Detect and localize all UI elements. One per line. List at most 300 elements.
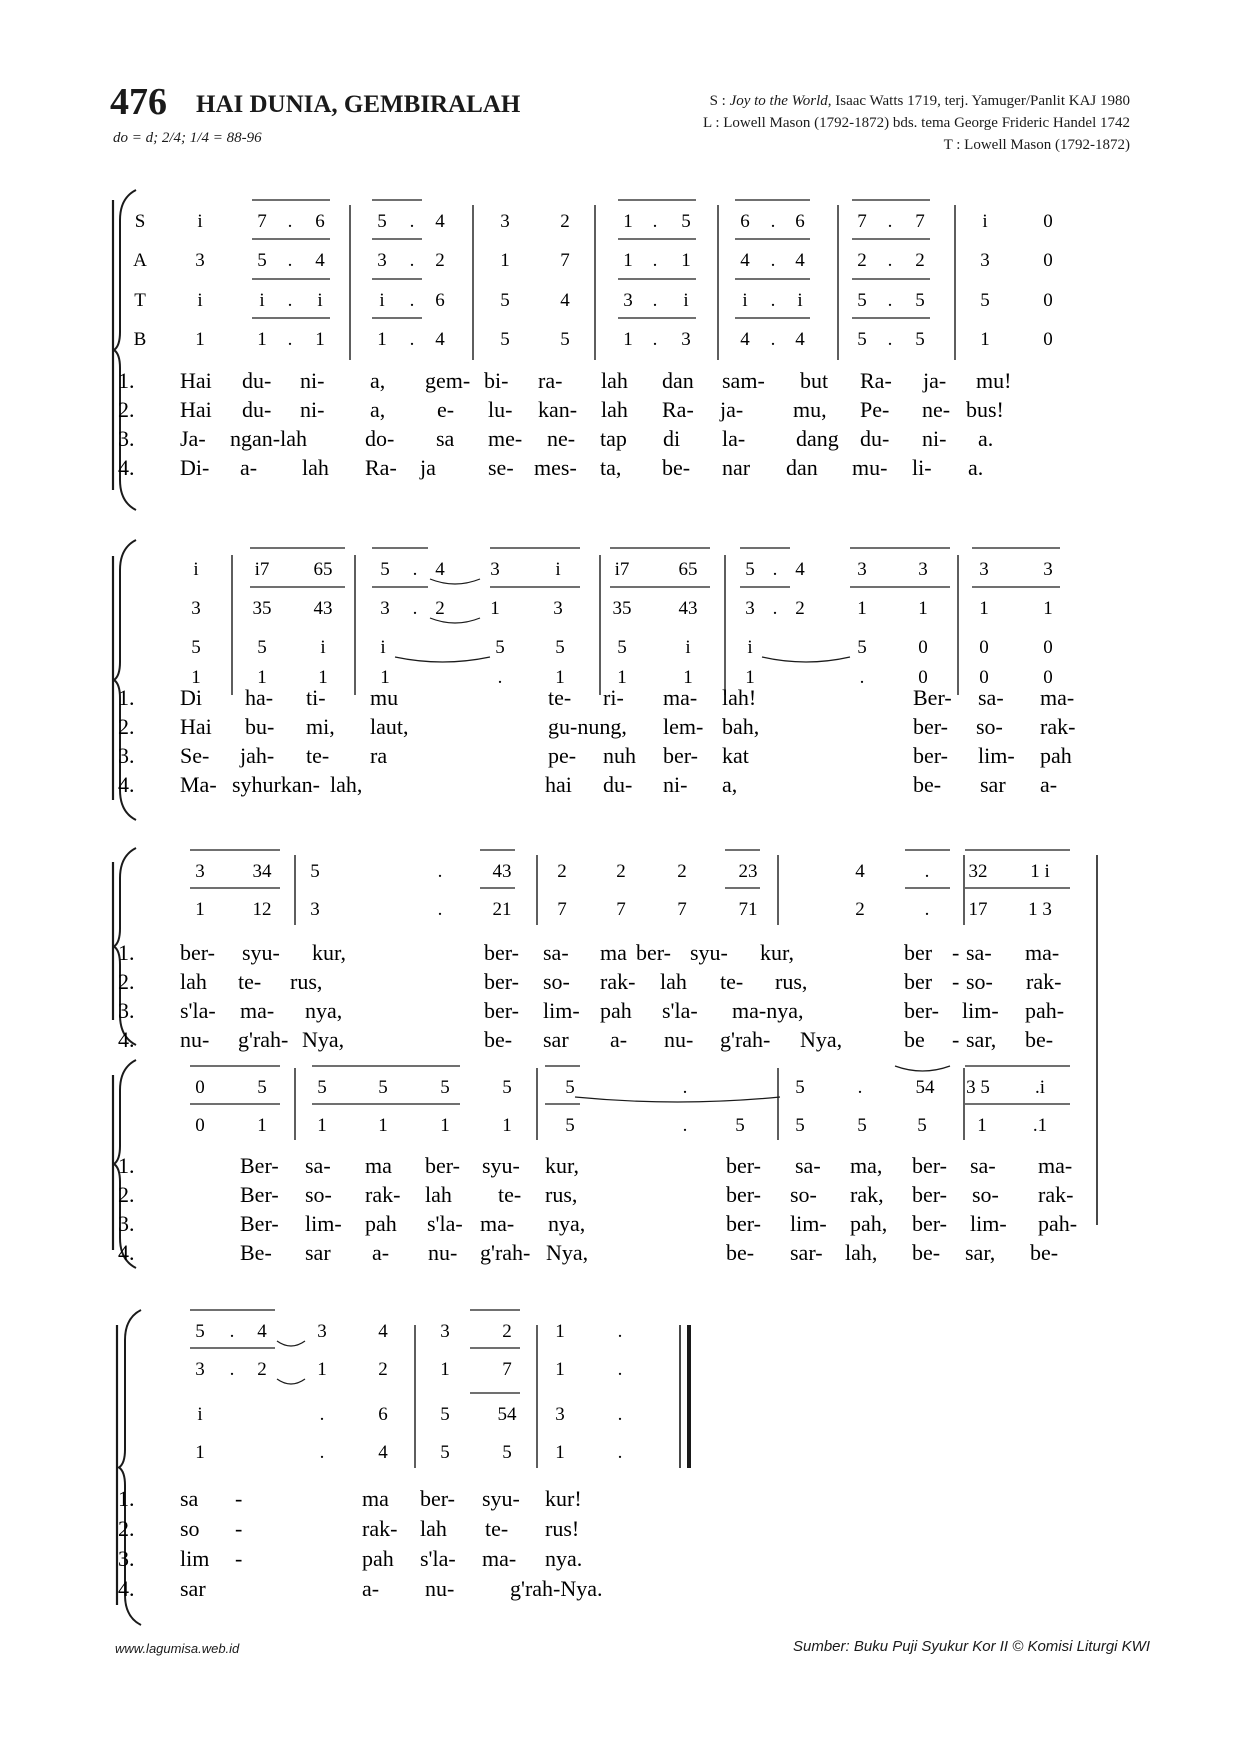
lyric-syllable: Ra- — [365, 455, 397, 480]
lyric-syllable: lah — [660, 969, 687, 994]
note: . — [887, 290, 893, 311]
lyric-syllable: bi- — [484, 368, 509, 393]
note: 3 — [310, 899, 320, 920]
note: i7 — [254, 559, 270, 580]
lyric-syllable: be- — [1025, 1027, 1054, 1052]
note: i — [797, 290, 803, 311]
lyric-syllable: li- — [912, 455, 932, 480]
note: . — [652, 290, 658, 311]
lyric-syllable: ne- — [922, 397, 951, 422]
lyric-syllable: g'rah- — [480, 1240, 531, 1265]
lyric-syllable: rus, — [545, 1182, 578, 1207]
lyric-syllable: ber — [904, 969, 933, 994]
lyric-syllable: a, — [370, 368, 386, 393]
lyric-syllable: be- — [912, 1240, 941, 1265]
note: 1 — [257, 1115, 267, 1136]
lyric-syllable: ja- — [720, 397, 744, 422]
note: i7 — [614, 559, 630, 580]
lyric-syllable: syu- — [690, 940, 728, 965]
note: . — [409, 250, 415, 271]
lyric-syllable: ber- — [663, 743, 698, 768]
note: 7 — [560, 250, 570, 271]
credit-harmony: T : Lowell Mason (1792-1872) — [943, 137, 1130, 153]
lyric-syllable: ber- — [726, 1211, 761, 1236]
verse-number: 3. — [118, 1546, 135, 1571]
lyric-syllable: sa- — [970, 1153, 996, 1178]
note: 3 — [980, 250, 990, 271]
note: 5 — [915, 329, 925, 350]
note: i — [683, 290, 689, 311]
lyric-syllable: mu — [370, 685, 399, 710]
lyric-syllable: nu- — [664, 1027, 694, 1052]
lyric-syllable: nuh — [603, 743, 636, 768]
lyric-syllable: la- — [722, 426, 746, 451]
note: 1 — [617, 667, 627, 688]
note: . — [229, 1321, 235, 1342]
lyric-syllable: ne- — [547, 426, 576, 451]
note: .i — [1034, 1077, 1046, 1098]
note: 5 — [495, 637, 505, 658]
note: 5 — [502, 1442, 512, 1463]
lyric-syllable: du- — [242, 368, 272, 393]
note: 2 — [677, 861, 687, 882]
note: 23 — [738, 861, 758, 882]
note: 6 — [378, 1404, 388, 1425]
lyric-syllable: ra- — [538, 368, 563, 393]
lyric-syllable: te- — [238, 969, 262, 994]
voice-label: B — [133, 329, 147, 350]
note: 5 — [617, 637, 627, 658]
lyric-syllable: sa- — [543, 940, 569, 965]
note: 3 — [440, 1321, 450, 1342]
note: 5 — [681, 211, 691, 232]
note: 5 — [440, 1404, 450, 1425]
footer-website[interactable]: www.lagumisa.web.id — [115, 1641, 240, 1656]
note: 1 — [191, 667, 201, 688]
lyric-syllable: pah — [365, 1211, 397, 1236]
note: i — [379, 290, 385, 311]
lyric-syllable: me- — [488, 426, 523, 451]
note: i — [197, 1404, 203, 1425]
note: 5 — [500, 329, 510, 350]
note: 0 — [1043, 290, 1053, 311]
lyric-syllable: lim — [180, 1546, 210, 1571]
lyric-syllable: syu- — [242, 940, 280, 965]
credit-text-prefix: S : — [709, 93, 730, 109]
lyric-syllable: so- — [972, 1182, 999, 1207]
note: 3 — [553, 598, 563, 619]
note: 1 — [623, 250, 633, 271]
lyric-syllable: Ber- — [240, 1211, 279, 1236]
lyric-syllable: dan — [786, 455, 818, 480]
lyric-syllable: Ber- — [240, 1153, 279, 1178]
lyric-syllable: but — [800, 368, 829, 393]
lyric-syllable: sar — [305, 1240, 331, 1265]
verse-number: 4. — [118, 1027, 135, 1052]
lyric-syllable: a- — [1040, 772, 1058, 797]
note: . — [924, 899, 930, 920]
note: 1 — [979, 598, 989, 619]
verse-number: 3. — [118, 426, 135, 451]
lyric-syllable: ber- — [912, 1182, 947, 1207]
note: 2 — [435, 598, 445, 619]
lyric-syllable: gu-nung, — [548, 714, 627, 739]
lyric-syllable: so- — [305, 1182, 332, 1207]
note: 1 — [440, 1115, 450, 1136]
lyric-syllable: Nya, — [800, 1027, 843, 1052]
note: 3 — [195, 250, 205, 271]
note: . — [437, 861, 443, 882]
verse-number: 2. — [118, 969, 135, 994]
note: . — [682, 1077, 688, 1098]
lyric-syllable: Pe- — [860, 397, 890, 422]
lyric-syllable: ja- — [923, 368, 947, 393]
note: . — [617, 1404, 623, 1425]
lyric-syllable: Ber- — [913, 685, 952, 710]
note: 1 — [490, 598, 500, 619]
lyric-syllable: ti- — [306, 685, 326, 710]
note: . — [287, 329, 293, 350]
note: 0 — [1043, 250, 1053, 271]
voice-label: S — [134, 211, 146, 232]
lyric-syllable: te- — [498, 1182, 522, 1207]
lyric-syllable: mi, — [306, 714, 335, 739]
note: i — [685, 637, 691, 658]
lyric-syllable: lah — [425, 1182, 452, 1207]
note: 0 — [195, 1077, 205, 1098]
lyric-syllable: lem- — [663, 714, 704, 739]
note: . — [770, 250, 776, 271]
lyric-syllable: a- — [240, 455, 258, 480]
tie-slur — [395, 657, 490, 662]
lyric-syllable: Hai — [180, 368, 212, 393]
verse-number: 2. — [118, 397, 135, 422]
note: 1 — [745, 667, 755, 688]
lyric-syllable: ma-nya, — [732, 998, 804, 1023]
note: . — [887, 250, 893, 271]
note: 0 — [918, 637, 928, 658]
note: 1 — [195, 329, 205, 350]
note: . — [319, 1442, 325, 1463]
lyric-syllable: a- — [362, 1576, 380, 1601]
note: 1 — [380, 667, 390, 688]
lyric-syllable: hai — [545, 772, 572, 797]
lyric-syllable: Nya, — [302, 1027, 345, 1052]
voice-label: T — [134, 290, 146, 311]
note: 0 — [195, 1115, 205, 1136]
lyric-syllable: Hai — [180, 714, 212, 739]
note: 5 — [195, 1321, 205, 1342]
lyric-syllable: s'la- — [427, 1211, 463, 1236]
note: i — [982, 211, 988, 232]
lyric-syllable: a. — [968, 455, 984, 480]
lyric-syllable: ni- — [663, 772, 688, 797]
lyric-syllable: sar — [543, 1027, 569, 1052]
lyric-syllable: Be- — [240, 1240, 272, 1265]
lyric-syllable: be- — [662, 455, 691, 480]
lyric-syllable: rak- — [362, 1516, 398, 1541]
note: 5 — [857, 329, 867, 350]
lyric-syllable: ri- — [603, 685, 624, 710]
lyric-syllable: lim- — [543, 998, 580, 1023]
lyric-syllable: a- — [610, 1027, 628, 1052]
note: 65 — [313, 559, 333, 580]
note: 1 — [318, 667, 328, 688]
note: 34 — [252, 861, 272, 882]
note: . — [409, 290, 415, 311]
note: 2 — [855, 899, 865, 920]
note: 1 — [857, 598, 867, 619]
lyric-syllable: a. — [978, 426, 994, 451]
note: 3 — [745, 598, 755, 619]
note: 2 — [560, 211, 570, 232]
note: 1 — [555, 1442, 565, 1463]
lyric-syllable: dan — [662, 368, 694, 393]
note: 5 — [565, 1115, 575, 1136]
lyric-syllable: mu! — [976, 368, 1012, 393]
note: 2 — [557, 861, 567, 882]
lyric-syllable: kur, — [760, 940, 794, 965]
note: 0 — [1043, 211, 1053, 232]
note: 1 — [378, 1115, 388, 1136]
lyric-syllable: du- — [242, 397, 272, 422]
lyric-syllable: kur, — [312, 940, 346, 965]
note: 5 — [500, 290, 510, 311]
lyric-syllable: be- — [484, 1027, 513, 1052]
lyric-syllable: pah — [362, 1546, 394, 1571]
note: 54 — [497, 1404, 517, 1425]
credit-melody: L : Lowell Mason (1792-1872) bds. tema George Frideric Handel 1742 — [703, 115, 1130, 131]
note: 5 — [795, 1115, 805, 1136]
verse-number: 4. — [118, 1240, 135, 1265]
lyric-syllable: ni- — [922, 426, 947, 451]
lyric-syllable: mu, — [793, 397, 827, 422]
lyric-syllable: ber- — [484, 969, 519, 994]
lyric-syllable: ber- — [425, 1153, 460, 1178]
note: 2 — [857, 250, 867, 271]
note: i — [555, 559, 561, 580]
note: . — [287, 250, 293, 271]
lyric-syllable: be- — [913, 772, 942, 797]
lyric-syllable: lah, — [845, 1240, 878, 1265]
note: 4 — [855, 861, 865, 882]
note: 0 — [979, 667, 989, 688]
note: 1 i — [1030, 861, 1050, 882]
note: 5 — [257, 1077, 267, 1098]
lyric-syllable: sar, — [965, 1240, 996, 1265]
note: 4 — [740, 329, 750, 350]
lyric-syllable: lah — [302, 455, 329, 480]
note: 0 — [1043, 667, 1053, 688]
verse-number: 1. — [118, 368, 135, 393]
lyric-syllable: du- — [860, 426, 890, 451]
note: . — [287, 211, 293, 232]
lyric-syllable: se- — [488, 455, 514, 480]
lyric-syllable: te- — [548, 685, 572, 710]
lyric-syllable: kur, — [545, 1153, 579, 1178]
lyric-syllable: rak- — [1040, 714, 1076, 739]
lyric-syllable: lah! — [722, 685, 757, 710]
note: i — [320, 637, 326, 658]
note: . — [497, 667, 503, 688]
lyric-syllable: kat — [722, 743, 749, 768]
verse-number: 4. — [118, 1576, 135, 1601]
lyric-syllable: ma- — [482, 1546, 517, 1571]
lyric-syllable: Nya, — [546, 1240, 589, 1265]
note: 43 — [492, 861, 512, 882]
lyric-syllable: sa — [436, 426, 455, 451]
note: 1 — [257, 329, 267, 350]
note: 1 — [377, 329, 387, 350]
note: . — [229, 1359, 235, 1380]
note: 1 — [195, 1442, 205, 1463]
lyric-syllable: so- — [790, 1182, 817, 1207]
note: 5 — [310, 861, 320, 882]
lyric-syllable: ma, — [850, 1153, 883, 1178]
note: . — [287, 290, 293, 311]
lyric-syllable: ma — [600, 940, 627, 965]
lyric-syllable: e- — [437, 397, 455, 422]
lyric-syllable: pah, — [850, 1211, 888, 1236]
note: 2 — [435, 250, 445, 271]
lyric-syllable: rus! — [545, 1516, 580, 1541]
note: 5 — [565, 1077, 575, 1098]
lyric-syllable: bus! — [966, 397, 1004, 422]
verse-number: 2. — [118, 1182, 135, 1207]
lyric-syllable: rak- — [1038, 1182, 1074, 1207]
note: 4 — [435, 329, 445, 350]
note: 1 — [683, 667, 693, 688]
tie-slur — [277, 1341, 305, 1346]
lyric-syllable: ma- — [240, 998, 275, 1023]
lyric-syllable: dang — [796, 426, 839, 451]
lyric-syllable: so- — [543, 969, 570, 994]
note: 4 — [257, 1321, 267, 1342]
lyric-syllable: Di- — [180, 455, 210, 480]
note: 3 — [191, 598, 201, 619]
note: 5 — [857, 637, 867, 658]
lyric-syllable: ber- — [913, 743, 948, 768]
lyric-syllable: sa — [180, 1486, 199, 1511]
note: . — [319, 1404, 325, 1425]
note: . — [887, 211, 893, 232]
lyric-syllable: g'rah-Nya. — [510, 1576, 603, 1601]
note: i — [380, 637, 386, 658]
note: 1 — [317, 1115, 327, 1136]
tie-slur — [895, 1066, 950, 1071]
lyric-syllable: sam- — [722, 368, 765, 393]
lyric-syllable: lim- — [970, 1211, 1007, 1236]
note: 1 — [195, 899, 205, 920]
verse-number: 1. — [118, 940, 135, 965]
note: i — [193, 559, 199, 580]
lyric-syllable: ma- — [1038, 1153, 1073, 1178]
note: 1 — [555, 1321, 565, 1342]
note: 35 — [252, 598, 272, 619]
note: . — [652, 250, 658, 271]
note: . — [412, 559, 418, 580]
note: . — [772, 559, 778, 580]
note: 4 — [795, 329, 805, 350]
note: . — [859, 667, 865, 688]
tie-slur — [277, 1379, 305, 1384]
lyric-syllable: kan- — [538, 397, 578, 422]
note: 5 — [915, 290, 925, 311]
lyric-syllable: - — [952, 940, 960, 965]
lyric-syllable: rak- — [1026, 969, 1062, 994]
note: . — [887, 329, 893, 350]
note: 7 — [616, 899, 626, 920]
lyric-syllable: ber- — [913, 714, 948, 739]
note: 35 — [612, 598, 632, 619]
note: 1 — [980, 329, 990, 350]
note: 65 — [678, 559, 698, 580]
note: 1 — [918, 598, 928, 619]
lyric-syllable: lah — [420, 1516, 447, 1541]
lyric-syllable: pah — [1040, 743, 1072, 768]
note: .1 — [1032, 1115, 1048, 1136]
lyric-syllable: be- — [1030, 1240, 1059, 1265]
lyric-syllable: so — [180, 1516, 200, 1541]
lyric-syllable: te- — [306, 743, 330, 768]
note: i — [197, 211, 203, 232]
note: 3 — [377, 250, 387, 271]
note: 2 — [616, 861, 626, 882]
note: 6 — [740, 211, 750, 232]
note: 5 — [502, 1077, 512, 1098]
credit-text-rest: Isaac Watts 1719, terj. Yamuger/Panlit KAJ 1980 — [831, 93, 1130, 109]
lyric-syllable: syhurkan- — [232, 772, 320, 797]
lyric-syllable: ma- — [663, 685, 698, 710]
tie-slur — [575, 1097, 780, 1102]
note: . — [617, 1442, 623, 1463]
note: i — [742, 290, 748, 311]
note: 5 — [440, 1442, 450, 1463]
lyric-syllable: lah — [601, 368, 628, 393]
note: . — [652, 211, 658, 232]
note: 12 — [252, 899, 272, 920]
lyric-syllable: lim- — [790, 1211, 827, 1236]
note: . — [682, 1115, 688, 1136]
lyric-syllable: - — [235, 1486, 243, 1511]
note: 1 — [555, 1359, 565, 1380]
note: 1 — [257, 667, 267, 688]
note: 4 — [378, 1321, 388, 1342]
note: i — [197, 290, 203, 311]
lyric-syllable: mu- — [852, 455, 888, 480]
note: 3 — [195, 861, 205, 882]
lyric-syllable: a, — [370, 397, 386, 422]
lyric-syllable: so- — [966, 969, 993, 994]
lyric-syllable: rus, — [290, 969, 323, 994]
lyric-syllable: ber- — [726, 1153, 761, 1178]
note: 4 — [435, 211, 445, 232]
note: 3 — [500, 211, 510, 232]
lyric-syllable: Ra- — [860, 368, 892, 393]
note: . — [409, 211, 415, 232]
lyric-syllable: ber- — [180, 940, 215, 965]
lyric-syllable: sar — [180, 1576, 206, 1601]
note: 21 — [492, 899, 512, 920]
verse-number: 2. — [118, 714, 135, 739]
lyric-syllable: nya, — [548, 1211, 586, 1236]
lyric-syllable: bah, — [722, 714, 760, 739]
lyric-syllable: ni- — [300, 397, 325, 422]
note: 3 — [681, 329, 691, 350]
lyric-syllable: s'la- — [420, 1546, 456, 1571]
lyric-syllable: jah- — [240, 743, 275, 768]
note: 5 — [317, 1077, 327, 1098]
